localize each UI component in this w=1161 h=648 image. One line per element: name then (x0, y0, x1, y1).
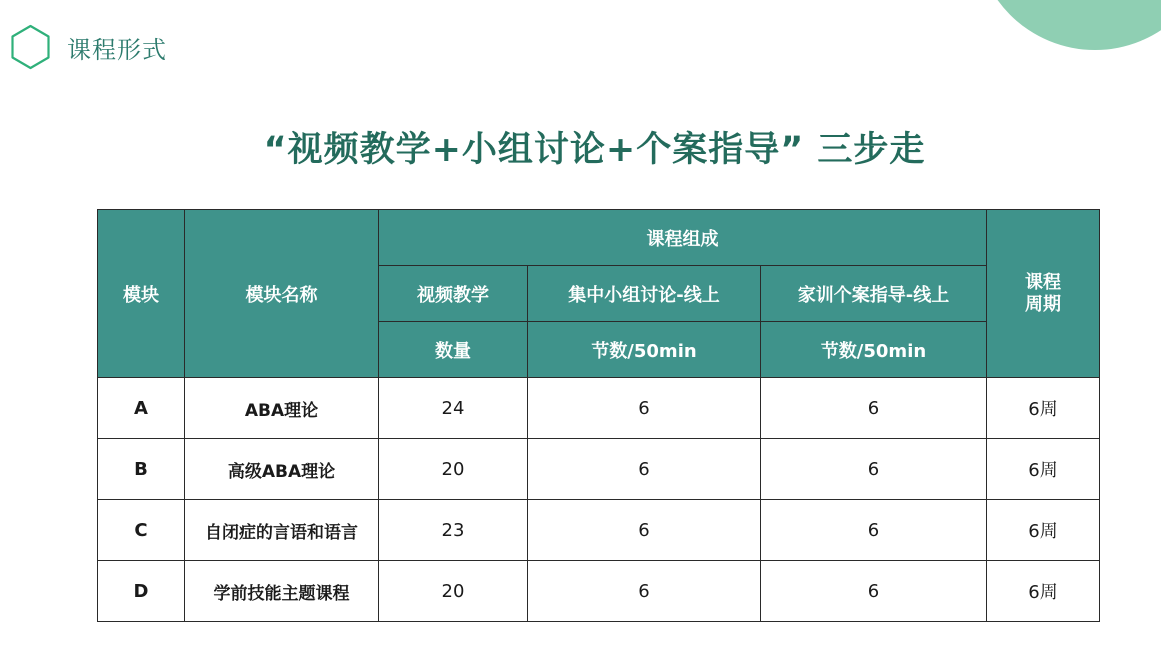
cell-module: A (98, 378, 185, 439)
cell-family: 6 (761, 439, 987, 500)
cell-name: ABA理论 (185, 378, 379, 439)
cell-group: 6 (528, 439, 761, 500)
course-table (97, 209, 1100, 622)
cell-family: 6 (761, 500, 987, 561)
header-group-unit: 节数/50min (528, 322, 761, 378)
cell-family: 6 (761, 378, 987, 439)
header-video: 视频教学 (379, 266, 528, 322)
cell-group: 6 (528, 500, 761, 561)
cell-period: 6周 (987, 439, 1100, 500)
cell-video: 24 (379, 378, 528, 439)
cell-period: 6周 (987, 378, 1100, 439)
header-group: 集中小组讨论-线上 (528, 266, 761, 322)
header-family-unit: 节数/50min (761, 322, 987, 378)
cell-video: 20 (379, 439, 528, 500)
cell-module: B (98, 439, 185, 500)
cell-video: 23 (379, 500, 528, 561)
header-composition: 课程组成 (379, 210, 987, 266)
header-family: 家训个案指导-线上 (761, 266, 987, 322)
header-video-unit: 数量 (379, 322, 528, 378)
header-module-name: 模块名称 (185, 210, 379, 378)
table-row (98, 500, 1100, 561)
section-title: 课程形式 (67, 36, 167, 64)
cell-name: 学前技能主题课程 (185, 561, 379, 622)
cell-period: 6周 (987, 500, 1100, 561)
table-row (98, 561, 1100, 622)
cell-module: C (98, 500, 185, 561)
header-module: 模块 (98, 210, 185, 378)
cell-module: D (98, 561, 185, 622)
cell-video: 20 (379, 561, 528, 622)
hexagon-icon (10, 24, 51, 70)
cell-group: 6 (528, 561, 761, 622)
page-headline: “视频教学+小组讨论+个案指导” 三步走 (263, 130, 926, 170)
cell-name: 高级ABA理论 (185, 439, 379, 500)
header-period: 课程周期 (987, 210, 1100, 378)
cell-family: 6 (761, 561, 987, 622)
table-row (98, 378, 1100, 439)
table-row (98, 439, 1100, 500)
cell-period: 6周 (987, 561, 1100, 622)
cell-group: 6 (528, 378, 761, 439)
corner-decoration (975, 0, 1161, 50)
cell-name: 自闭症的言语和语言 (185, 500, 379, 561)
